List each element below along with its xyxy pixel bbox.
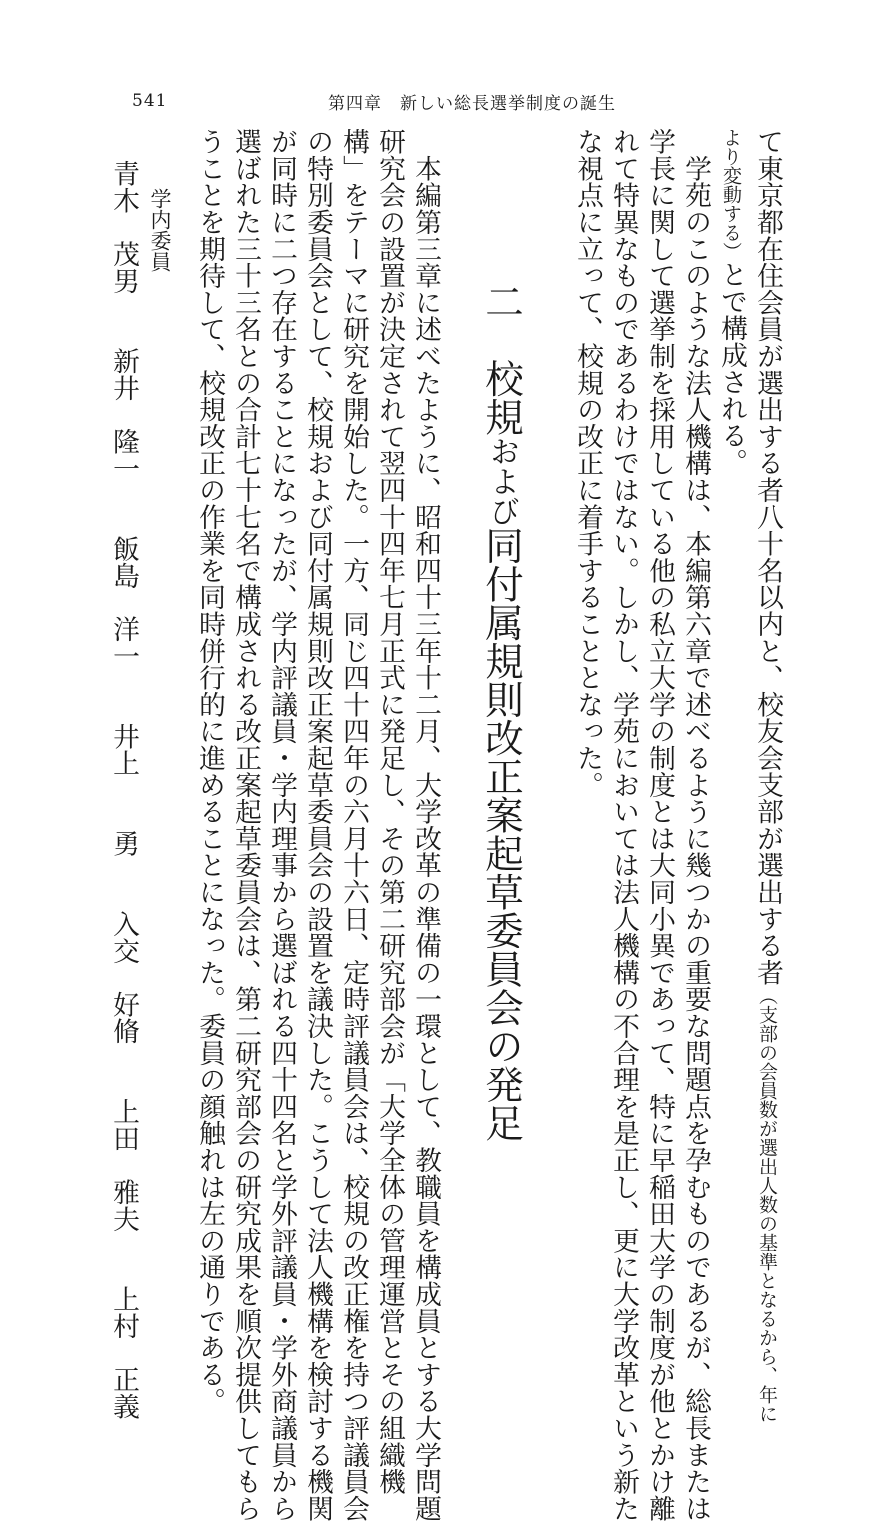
- text-column-2: [712, 128, 747, 1168]
- running-header: 第四章 新しい総長選挙制度の誕生: [328, 94, 616, 114]
- heading-kana: および: [484, 436, 519, 526]
- text-column-4: 学長に関して選挙制を採用している他の私立大学の制度とは大同小異であって、特に早稲田大学の制度が他とかけ離: [644, 128, 675, 1522]
- text-column-1: [748, 128, 783, 1423]
- text-column-5: れて特異なものであるわけではない。しかし、学苑においては法人機構の不合理を是正し、更に大学改革という新た: [608, 128, 639, 1522]
- section-number: 二: [479, 282, 524, 321]
- heading-text: 同付属規則改正案起草委員会の発足: [479, 526, 524, 1142]
- text-column-3: 学苑のこのような法人機構は、本編第六章で述べるように幾つかの重要な問題点を孕むものであるが、総長または: [680, 128, 711, 1522]
- text-column-12: 選ばれた三十三名との合計七十七名で構成される改正案起草委員会は、第二研究部会の研究成果を順次提供してもら: [230, 128, 261, 1522]
- page-number: 541: [132, 91, 168, 111]
- text-column-10: の特別委員会として、校規および同付属規則改正案起草委員会の設置を議決した。こうして法人機構を検討する機関: [302, 128, 333, 1522]
- text-run: とで構成される。: [716, 261, 747, 476]
- text-column-8: 研究会の設置が決定されて翌四十四年七月正式に発足し、その第二研究部会が「大学全体の管理運営とその組織機: [374, 128, 405, 1495]
- inline-note: （支部の会員数が選出人数の基準となるから、年に: [756, 985, 778, 1423]
- text-column-9: 構」をテーマに研究を開始した。一方、同じ四十四年の六月十六日、定時評議員会は、校規の改正権を持つ評議員会: [338, 128, 369, 1522]
- committee-names: 青木 茂男 新井 隆一 飯島 洋一 井上 勇 入交 好脩 上田 雅夫 上村 正義: [108, 160, 139, 1420]
- text-column-7: 本編第三章に述べたように、昭和四十三年十二月、大学改革の準備の一環として、教職員を構成員とする大学問題: [410, 128, 441, 1522]
- committee-label: 学内委員: [148, 188, 172, 272]
- text-column-13: うことを期待して、校規改正の作業を同時併行的に進めることになった。委員の顔触れは左の通りである。: [194, 128, 225, 1415]
- text-column-11: が同時に二つ存在することになったが、学内評議員・学内理事から選ばれる四十四名と学外評議員・学外商議員から: [266, 128, 297, 1522]
- text-column-6: な視点に立って、校規の改正に着手することとなった。: [572, 128, 603, 798]
- section-heading: [476, 282, 524, 1142]
- heading-text: 校規: [479, 320, 524, 436]
- text-run: て東京都在住会員が選出する者八十名以内と、校友会支部が選出する者: [752, 128, 783, 986]
- inline-note: より変動する）: [720, 128, 742, 261]
